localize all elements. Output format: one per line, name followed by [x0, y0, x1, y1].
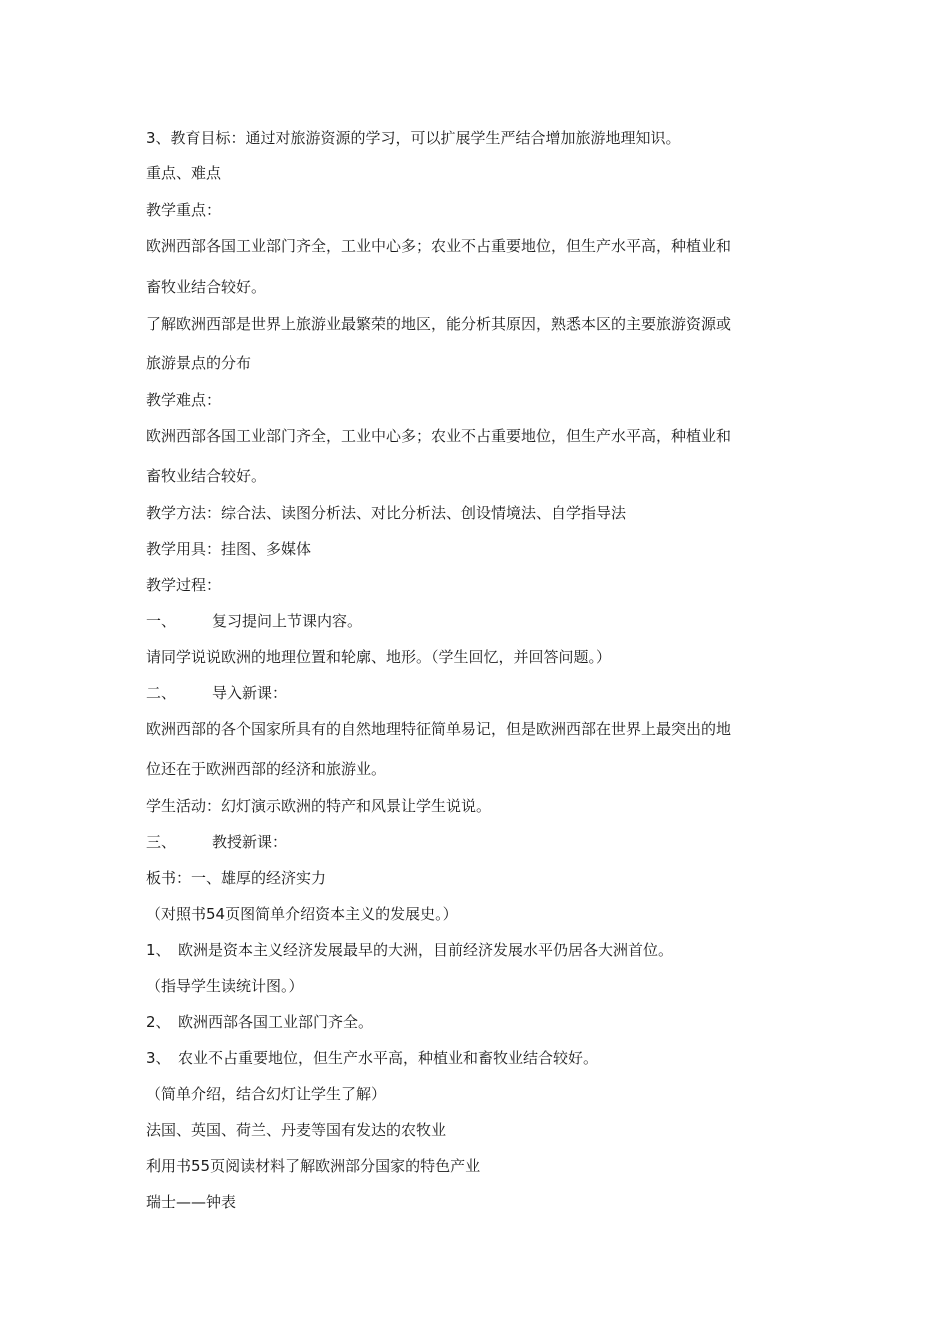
- text-line: 欧洲西部各国工业部门齐全，工业中心多；农业不占重要地位，但生产水平高，种植业和: [146, 427, 732, 445]
- text-line: （简单介绍，结合幻灯让学生了解）: [146, 1085, 387, 1103]
- numbered-line: [146, 611, 362, 631]
- line-number: 三、: [146, 833, 177, 851]
- line-number: 3、: [146, 1049, 171, 1067]
- line-number: 1、: [146, 941, 171, 959]
- text-line: 畜牧业结合较好。: [146, 467, 267, 485]
- line-number: 2、: [146, 1013, 171, 1031]
- line-text: 导入新课：: [212, 684, 288, 702]
- line-text: 欧洲是资本主义经济发展最早的大洲，目前经济发展水平仍居各大洲首位。: [178, 941, 674, 959]
- text-line: 板书：一、雄厚的经济实力: [146, 869, 327, 887]
- text-line: 重点、难点: [146, 164, 222, 182]
- numbered-line: [146, 1012, 373, 1032]
- text-line: 请同学说说欧洲的地理位置和轮廓、地形。（学生回忆，并回答问题。）: [146, 648, 612, 666]
- line-number: 一、: [146, 612, 177, 630]
- line-text: 农业不占重要地位，但生产水平高，种植业和畜牧业结合较好。: [178, 1049, 599, 1067]
- text-line: 瑞士——钟表: [146, 1193, 237, 1211]
- text-line: 旅游景点的分布: [146, 354, 252, 372]
- line-text: 教授新课：: [212, 833, 288, 851]
- numbered-line: [146, 832, 287, 852]
- text-line: （对照书54页图简单介绍资本主义的发展史。）: [146, 905, 458, 923]
- numbered-line: [146, 940, 673, 960]
- text-line: 学生活动：幻灯演示欧洲的特产和风景让学生说说。: [146, 797, 492, 815]
- text-line: 教学过程：: [146, 576, 222, 594]
- text-line: 教学难点：: [146, 391, 222, 409]
- numbered-line: [146, 1048, 598, 1068]
- text-line: 教学用具：挂图、多媒体: [146, 540, 312, 558]
- numbered-line: [146, 683, 287, 703]
- text-line: 位还在于欧洲西部的经济和旅游业。: [146, 760, 387, 778]
- text-line: 教学重点：: [146, 201, 222, 219]
- text-line: 利用书55页阅读材料了解欧洲部分国家的特色产业: [146, 1157, 481, 1175]
- line-text: 复习提问上节课内容。: [212, 612, 363, 630]
- text-line: 3、教育目标：通过对旅游资源的学习，可以扩展学生严结合增加旅游地理知识。: [146, 129, 681, 147]
- text-line: 欧洲西部的各个国家所具有的自然地理特征简单易记，但是欧洲西部在世界上最突出的地: [146, 720, 732, 738]
- text-line: 欧洲西部各国工业部门齐全，工业中心多；农业不占重要地位，但生产水平高，种植业和: [146, 237, 732, 255]
- text-line: 法国、英国、荷兰、丹麦等国有发达的农牧业: [146, 1121, 447, 1139]
- line-text: 欧洲西部各国工业部门齐全。: [178, 1013, 374, 1031]
- text-line: 畜牧业结合较好。: [146, 278, 267, 296]
- text-line: （指导学生读统计图。）: [146, 977, 304, 995]
- text-line: 教学方法：综合法、读图分析法、对比分析法、创设情境法、自学指导法: [146, 504, 627, 522]
- text-line: 了解欧洲西部是世界上旅游业最繁荣的地区，能分析其原因，熟悉本区的主要旅游资源或: [146, 315, 732, 333]
- line-number: 二、: [146, 684, 177, 702]
